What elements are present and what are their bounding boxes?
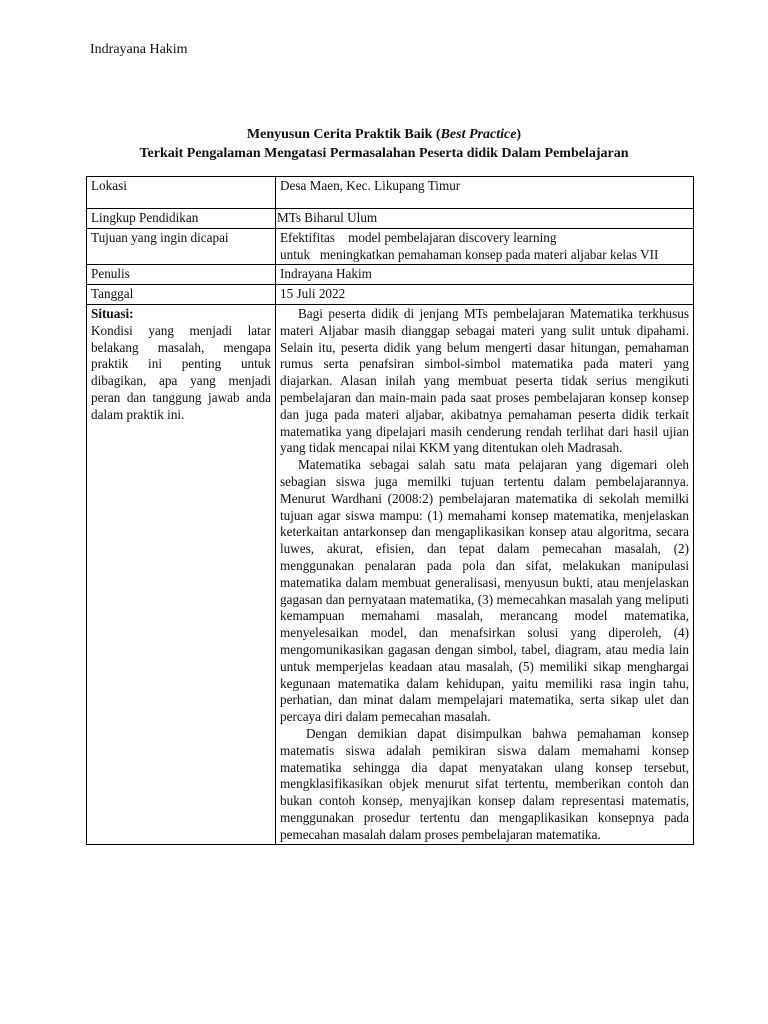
value-situasi (276, 304, 694, 845)
row-tujuan (87, 228, 694, 265)
label-tujuan: Tujuan yang ingin dicapai (87, 228, 276, 265)
value-lokasi: Desa Maen, Kec. Likupang Timur (276, 177, 694, 209)
title-prefix: Menyusun Cerita Praktik Baik ( (246, 127, 441, 142)
label-penulis: Penulis (87, 265, 276, 285)
label-situasi-cell (87, 304, 276, 845)
value-tujuan-line-1: Efektifitas model pembelajaran discovery learning (280, 229, 557, 245)
label-lokasi: Lokasi (87, 177, 276, 209)
situasi-paragraph-2: Matematika sebagai salah satu mata pelajaran yang digemari oleh sebagian siswa juga memilki tujuan tertentu dalam pembelajarannya. Menurut Wardhani (2008:2) pembelajaran matematika di sekolah memilki tujuan agar siswa mampu: (1) memahami konsep matematika, menjelaskan keterkaitan antarkonsep dan mengaplikasikan konsep atau algoritma, secara luwes, akurat, efisien, dan tepat dalam pemecahan masalah, (2) menggunakan penalaran pada pola dan sifat, melakukan manipulasi matematika dalam membuat generalisasi, menyusun bukti, atau menjelaskan gagasan dan pernyataan matematika, (3) memecahkan masalah yang meliputi kemampuan memahami masalah, merancang model matematika, menyelesaikan model, dan menafsirkan solusi yang diperoleh, (4) mengomunikasikan gagasan dengan simbol, tabel, diagram, atau media lain untuk memperjelas keadaan atau masalah, (5) memiliki sikap menghargai kegunaan matematika dalam kehidupan, yaitu memiliki rasa ingin tahu, perhatian, dan minat dalam mempelajari matematika, serta sikap ulet dan percaya diri dalam pemecahan masalah. (280, 457, 689, 725)
label-tanggal: Tanggal (87, 285, 276, 305)
value-tujuan-line-2: untuk meningkatkan pemahaman konsep pada materi aljabar kelas VII (280, 246, 659, 262)
situasi-paragraph-1: Bagi peserta didik di jenjang MTs pembelajaran Matematika terkhusus materi Aljabar masih dianggap sebagai materi yang sulit untuk dipahami. Selain itu, peserta didik yang belum mengerti dasar hitungan, pemahaman rumus serta penafsiran simbol-simbol matematika pada materi yang diajarkan. Alasan inilah yang membuat peserta tidak serius mengikuti pembelajaran dan main-main pada saat proses pembelajaran konsep konsep dan juga pada materi aljabar, akibatnya pemahaman peserta didik terkait matematika yang dipelajari masih cenderung rendah terlihat dari hasil ujian yang tidak mencapai nilai KKM yang ditentukan oleh Madrasah. (280, 305, 689, 456)
title-line-2: Terkait Pengalaman Mengatasi Permasalahan Peserta didik Dalam Pembelajaran (139, 146, 629, 161)
situasi-paragraph-3: Dengan demikian dapat disimpulkan bahwa pemahaman konsep matematis siswa adalah pemikiran siswa dalam memahami konsep matematika sehingga dia dapat menyatakan ulang konsep tersebut, mengklasifikasikan objek menurut sifat tertentu, memberikan contoh dan bukan contoh konsep, menyajikan konsep dalam representasi matematis, menggunakan prosedur tertentu dan mengaplikasikan konsepnya pada pemecahan masalah dalam proses pembelajaran matematika. (280, 725, 689, 842)
title-line-1 (0, 125, 768, 144)
best-practice-table (86, 176, 694, 845)
situasi-description: Kondisi yang menjadi latar belakang masalah, mengapa praktik ini penting untuk dibagikan, apa yang menjadi peran dan tanggung jawab anda dalam praktik ini. (91, 322, 271, 422)
value-lingkup: MTs Biharul Ulum (276, 209, 694, 229)
title-suffix: ) (516, 127, 522, 142)
row-situasi (87, 304, 694, 845)
value-tujuan (276, 228, 694, 265)
row-tanggal (87, 285, 694, 305)
value-penulis: Indrayana Hakim (276, 265, 694, 285)
document-title (0, 125, 768, 163)
label-lingkup: Lingkup Pendidikan (87, 209, 276, 229)
row-penulis (87, 265, 694, 285)
title-italic: Best Practice (440, 127, 517, 142)
row-lokasi (87, 177, 694, 209)
row-lingkup (87, 209, 694, 229)
author-name: Indrayana Hakim (90, 42, 188, 57)
value-tanggal: 15 Juli 2022 (276, 285, 694, 305)
label-situasi: Situasi: (91, 305, 134, 321)
